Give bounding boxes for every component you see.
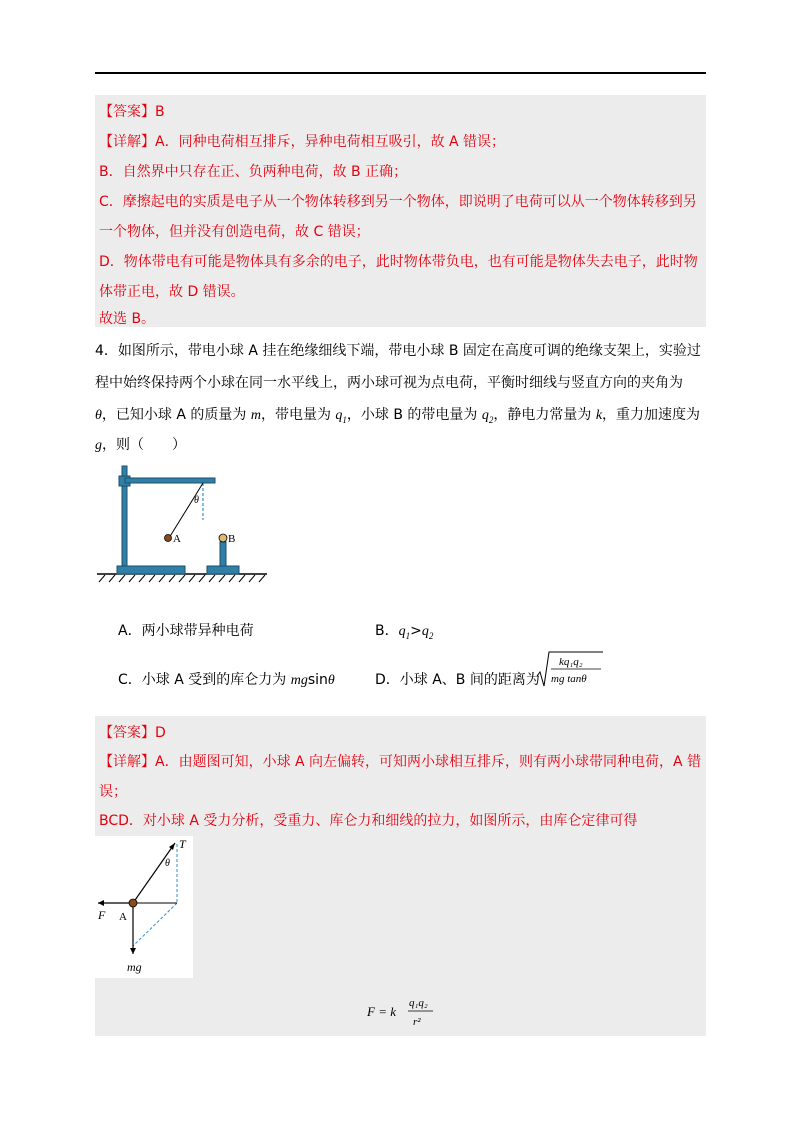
- option-a: A．两小球带异种电荷: [118, 623, 254, 639]
- theta-label: θ: [165, 858, 170, 869]
- ball-b-label: B: [228, 533, 236, 545]
- option-c: C．小球 A 受到的库仑力为 mgsinθ: [118, 672, 335, 688]
- formula-numerator: kq₁q₂: [559, 656, 583, 668]
- explanation-line: C．摩擦起电的实质是电子从一个物体转移到另一个物体，即说明了电荷可以从一个物体转移到另: [99, 194, 697, 210]
- apparatus-figure: [95, 458, 275, 584]
- answer-label: 【答案】B: [99, 104, 165, 120]
- explanation-line: 故选 B。: [99, 311, 156, 327]
- gravity-label: mg: [127, 960, 142, 974]
- answer-label: 【答案】D: [99, 725, 166, 741]
- question-line: 4．如图所示，带电小球 A 挂在绝缘细线下端，带电小球 B 固定在高度可调的绝缘支架上，实验过: [95, 343, 701, 359]
- explanation-line: 一个物体，但并没有创造电荷，故 C 错误；: [99, 224, 370, 240]
- question-line: 程中始终保持两个小球在同一水平线上，两小球可视为点电荷，平衡时细线与竖直方向的夹角为: [95, 375, 683, 391]
- ball-a-label: A: [173, 533, 181, 545]
- explanation-line: 误；: [99, 784, 127, 800]
- explanation-line: D．物体带电有可能是物体具有多余的电子，此时物体带负电，也有可能是物体失去电子，此时物: [99, 254, 698, 270]
- answer-box-2: [95, 716, 706, 1036]
- answer-box-1: [95, 95, 706, 327]
- formula-denominator: r²: [413, 1016, 421, 1028]
- question-line: g，则（ ）: [95, 437, 186, 453]
- explanation-line: BCD．对小球 A 受力分析，受重力、库仑力和细线的拉力，如图所示，由库仑定律可得: [99, 813, 638, 829]
- explanation-line: 【详解】A．同种电荷相互排斥，异种电荷相互吸引，故 A 错误；: [99, 134, 506, 150]
- force-f-label: F: [98, 908, 106, 922]
- explanation-line: 体带正电，故 D 错误。: [99, 284, 245, 300]
- option-b: B．$q_1>q_2$: [375, 623, 434, 641]
- header-rule: [95, 72, 706, 74]
- theta-label: θ: [194, 495, 199, 506]
- formula-denominator: mg tanθ: [551, 673, 587, 685]
- formula-lhs: F = k: [367, 1004, 396, 1019]
- force-diagram: [95, 836, 193, 978]
- coulomb-formula: [367, 992, 437, 1032]
- ball-a-label: A: [119, 911, 127, 923]
- explanation-line: B．自然界中只存在正、负两种电荷，故 B 正确；: [99, 164, 408, 180]
- tension-label: T: [179, 837, 186, 851]
- question-line: θ，已知小球 A 的质量为 m，带电量为 $q_1$，小球 B 的带电量为 $q_2$，静电力常量为 k，重力加速度为: [95, 407, 701, 425]
- option-d: D．小球 A、B 间的距离为: [375, 672, 540, 688]
- formula-numerator: q₁q₂: [409, 997, 428, 1009]
- explanation-line: 【详解】A．由题图可知，小球 A 向左偏转，可知两小球相互排斥，则有两小球带同种电荷，A 错: [99, 754, 702, 770]
- option-d-formula: [535, 648, 605, 690]
